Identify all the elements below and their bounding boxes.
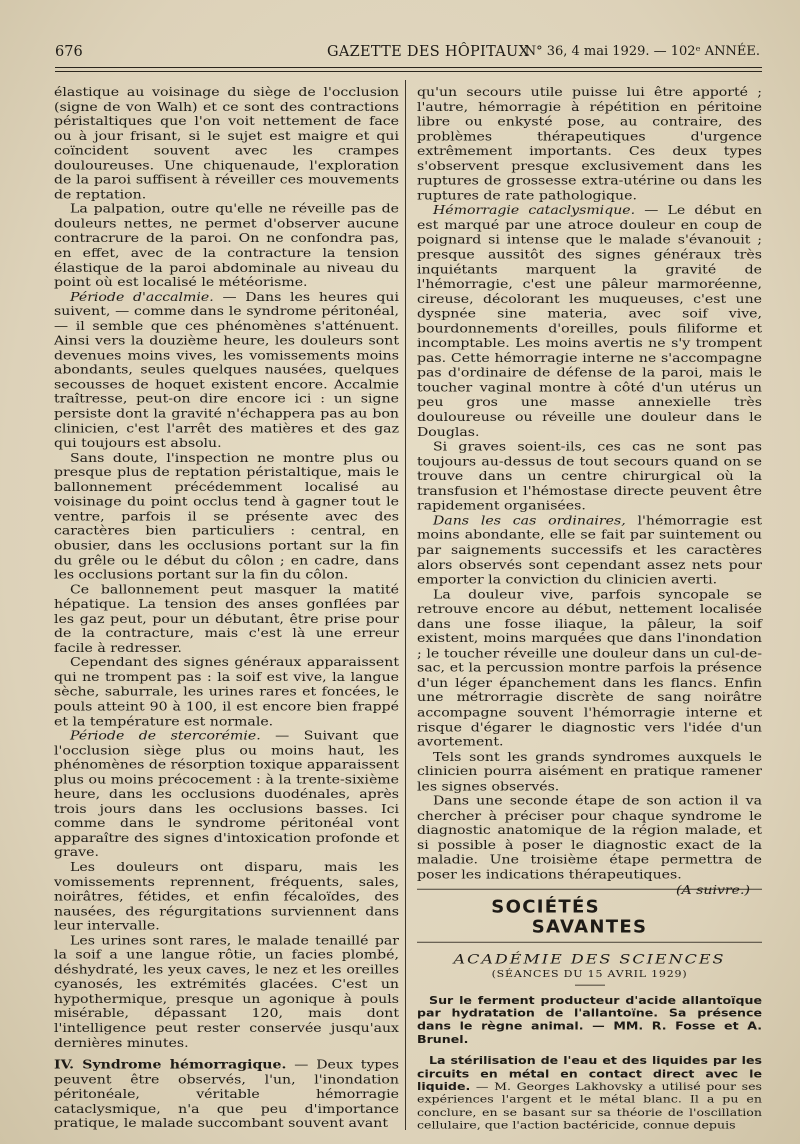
paragraph	[54, 730, 399, 862]
right-column-paragraphs	[417, 86, 763, 897]
society-item-title: Sur le ferment producteur d'acide allantoïque par hydratation de l'allantoïne. Sa présence dans le règne animal. — MM. R. Fosse et A. Brunel.	[417, 993, 762, 1046]
paragraph-text: La palpation, outre qu'elle ne réveille pas de douleurs nettes, ne permet d'observer aucune contracrure de la paroi. On ne confondra pas, en effet, avec de la contracture la tension élastique de la paroi abdominale au niveau du point où est localisé le météorisme.	[54, 203, 399, 290]
society-item-body: — M. Georges Lakhovsky a utilisé pour ses expériences l'argent et le métal blanc. Il a pu en conclure, en se basant sur sa théorie de l'oscillation cellulaire, que l'action bactéricide, connue depuis	[417, 1079, 762, 1132]
society-item	[417, 1054, 762, 1132]
paragraph-text: — Le début en est marqué par une atroce douleur en coup de poignard si intense que le malade s'évanouit ; presque aussitôt des signes généraux très inquiétants marquent la gravité de l'hémorragie, c'est une pâleur marmoréenne, cireuse, décolorant les muqueuses, c'est une dyspnée sine materia, avec soif vive, bourdonnements d'oreilles, pouls filiforme et incomptable. Les moins avertis ne s'y trompent pas. Cette hémorragie interne ne s'accompagne pas d'ordinaire de défense de la paroi, mais le toucher vaginal montre à côté d'un utérus un peu gros une masse annexielle très douloureuse ou réveille une douleur dans le Douglas.	[417, 204, 762, 440]
societes-items	[417, 994, 762, 1132]
paragraph	[417, 588, 762, 750]
section-gap	[54, 1051, 399, 1059]
section-heading: IV. Syndrome hémorragique.	[54, 1058, 287, 1073]
paragraph	[417, 440, 762, 514]
header-rule	[55, 67, 762, 68]
society-item-title: La stérilisation de l'eau et des liquides par les circuits en métal en contact direct avec le liquide.	[417, 1053, 762, 1093]
paragraph	[54, 583, 399, 656]
paragraph-text: l'hémorragie est moins abondante, elle se fait par suintement ou par saignements successifs et les caractères alors observés sont cependant assez nets pour emporter la conviction du clinicien averti.	[417, 514, 763, 587]
section-rule-bottom	[417, 941, 762, 942]
paragraph	[417, 794, 762, 897]
paragraph-heading: Dans les cas ordinaires,	[433, 514, 626, 528]
header-rule-thin	[55, 71, 762, 72]
paragraph	[54, 203, 399, 291]
paragraph	[417, 750, 762, 794]
paragraph-text: Si graves soient-ils, ces cas ne sont pas toujours au-dessus de tout secours quand on se trouve dans un centre chirurgical où la transfusion et l'hémostase directe peuvent être rapidement organisées.	[417, 440, 762, 513]
societes-title: SOCIÉTÉS SAVANTES	[491, 895, 648, 937]
paragraph	[417, 204, 762, 440]
paragraph-text: élastique au voisinage du siège de l'occlusion (signe de von Walh) et ce sont des contractions péristaltiques que l'on voit nettement de face ou à jour frisant, si le sujet est maigre et qui coïncident souvent avec les crampes douloureuses. Une chiquenaude, l'exploration de la paroi suffisent à réveiller ces mouvements de reptation.	[54, 86, 399, 202]
paragraph	[54, 291, 399, 452]
paragraph-text: Les douleurs ont disparu, mais les vomissements reprennent, fréquents, sales, noirâtres, fétides, et enfin fécaloïdes, des nausées, des régurgitations surviennent dans leur intervalle.	[54, 861, 399, 933]
paragraph-text: Cependant des signes généraux apparaissent qui ne trompent pas : la soif est vive, la langue sèche, saburrale, les urines rares et foncées, le pouls atteint 90 à 100, il est encore bien frappé et la température est normale.	[54, 656, 399, 729]
paragraph	[54, 934, 399, 1051]
paragraph-heading: Hémorragie cataclysmique.	[433, 204, 636, 218]
left-column	[54, 86, 399, 1132]
paragraph-text: Dans une seconde étape de son action il va chercher à préciser pour chaque syndrome le diagnostic anatomique de la région malade, et si possible à poser le diagnostic exact de la maladie. Une troisième étape permettra de poser les indications thérapeutiques.	[417, 794, 762, 883]
right-column	[417, 86, 762, 1132]
column-divider	[405, 80, 406, 1130]
issue-info: N° 36, 4 mai 1929. — 102ᵉ ANNÉE.	[524, 44, 760, 59]
paragraph	[54, 86, 399, 203]
paragraph-text: qu'un secours utile puisse lui être apporté ; l'autre, hémorragie à répétition en péritoine libre ou enkysté pose, au contraire, des problèmes thérapeutiques d'urgence extrêmement importants. Ces deux types s'observent presque exclusivement dans les ruptures de grossesse extra-utérine ou dans les ruptures de rate pathologique.	[417, 86, 762, 203]
paragraph-text: Les urines sont rares, le malade tenaillé par la soif a une langue rôtie, un facies plombé, déshydraté, les yeux caves, le nez et les oreilles cyanosés, les extrémités glacées. C'est un hypothermique, presque un agonique à pouls misérable, dépassant 120, mais dont l'intelligence peut rester conservée jusqu'aux dernières minutes.	[54, 934, 399, 1050]
society-item	[417, 994, 762, 1046]
paragraph-heading: Période d'accalmie.	[70, 290, 214, 305]
paragraph-text: — Suivant que l'occlusion siège plus ou moins haut, les phénomènes de résorption toxique apparaissent plus ou moins précocement : à la trente-sixième heure, dans les occlusions duodénales, après trois jours dans les occlusions basses. Ici comme dans le syndrome péritonéal vont apparaître des signes d'intoxication profonde et grave.	[54, 729, 400, 860]
paragraph	[417, 514, 762, 588]
paragraph-text: — Deux types peuvent être observés, l'un, l'inondation péritonéale, véritable hémorragie cataclysmique, n'a que peu d'importance pratique, le malade succombant souvent avant	[54, 1058, 399, 1131]
paragraph-heading: Période de stercorémie.	[70, 729, 261, 743]
paragraph	[417, 86, 762, 204]
to-be-continued: (A suivre.)	[676, 883, 750, 897]
paragraph	[54, 861, 399, 934]
paragraph-text: Sans doute, l'inspection ne montre plus ou presque plus de reptation péristaltique, mais le ballonnement précédemment localisé au voisinage du point occlus tend à gagner tout le ventre, parfois il se présente avec des caractères bien particuliers : central, en obusier, dans les occlusions portant sur la fin du grêle ou le début du côlon ; en cadre, dans les occlusions portant sur la fin du côlon.	[54, 451, 399, 582]
session-date: (SÉANCES DU 15 AVRIL 1929)	[491, 968, 688, 980]
paragraph-text: — Dans les heures qui suivent, — comme dans le syndrome péritonéal, — il semble que ces phénomènes s'atténuent. Ainsi vers la douzième heure, les douleurs sont devenues moins vives, les vomissements moins abondants, seules quelques nausées, quelques secousses de hoquet existent encore. Accalmie traîtresse, peut-on dire encore ici : un signe persiste dont la gravité n'échappera pas au bon clinicien, c'est l'arrêt des matières et des gaz qui toujours est absolu.	[54, 290, 400, 451]
paragraph-text: Ce ballonnement peut masquer la matité hépatique. La tension des anses gonflées par les gaz peut, pour un débutant, être prise pour de la contracture, mais c'est là une erreur facile à redresser.	[54, 583, 399, 656]
page-number: 676	[55, 44, 83, 60]
paragraph-text: La douleur vive, parfois syncopale se retrouve encore au début, nettement localisée dans une fosse iliaque, la pâleur, la soif existent, moins marquées que dans l'inondation ; le toucher réveille une douleur dans un cul-de-sac, et la percussion montre parfois la présence d'un léger épanchement dans les flancs. Enfin une métrorragie discrète de sang noirâtre accompagne souvent l'hémorragie interne et risque d'égarer le diagnostic vers l'idée d'un avortement.	[417, 588, 762, 750]
journal-title: GAZETTE DES HÔPITAUX	[327, 44, 530, 60]
academy-heading: ACADÉMIE DES SCIENCES	[453, 950, 726, 967]
paragraph	[54, 656, 399, 729]
paragraph-text: Tels sont les grands syndromes auxquels le clinicien pourra aisément en pratique ramener les signes observés.	[417, 750, 762, 794]
paragraph	[54, 1059, 399, 1132]
paragraph	[54, 452, 399, 584]
running-header	[55, 44, 760, 66]
separator-dash	[575, 984, 605, 985]
